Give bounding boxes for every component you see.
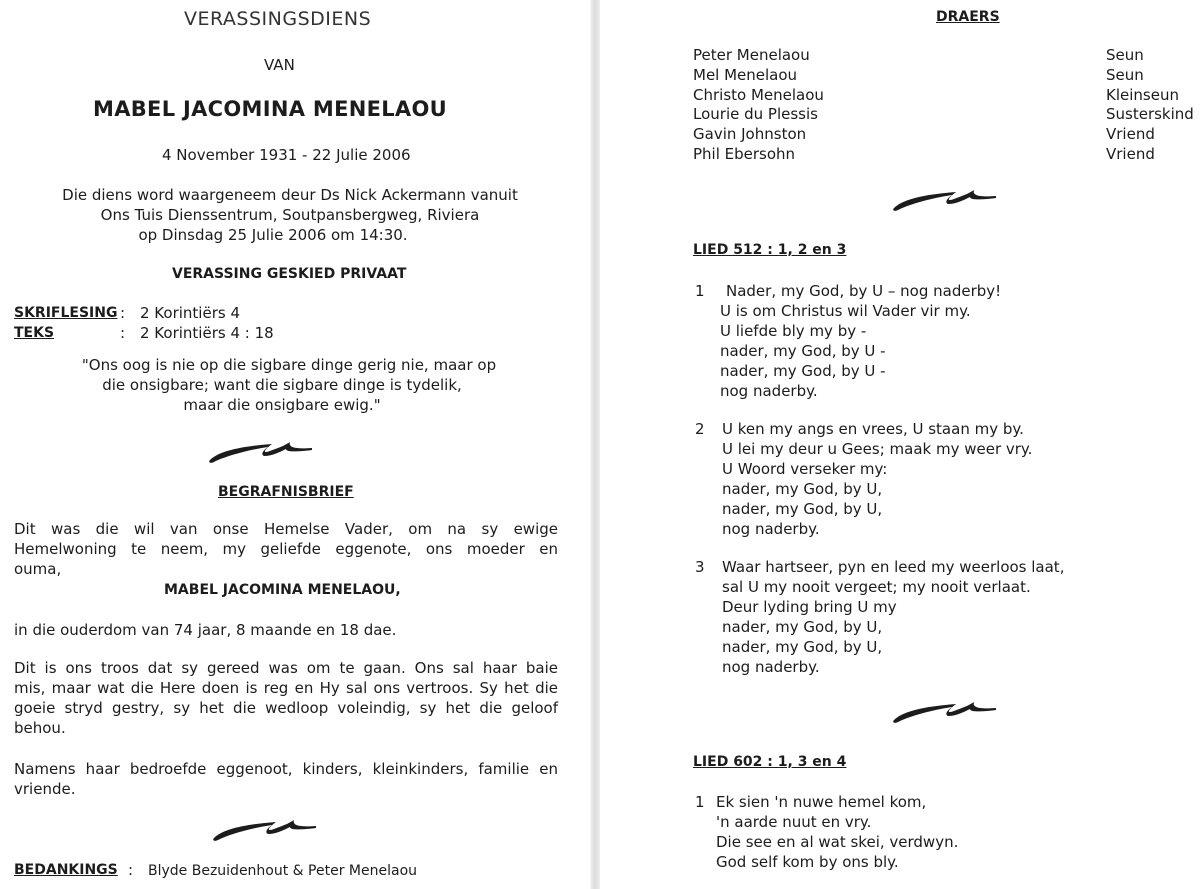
right-page [600, 0, 1200, 889]
verse-line: Waar hartseer, pyn en leed my weerloos laat, [722, 558, 1065, 576]
letter-line: mis, maar wat die Here doen is reg en Hy sal ons vertroos. Sy het die [14, 679, 558, 697]
verse-line: U Woord verseker my: [722, 460, 888, 478]
bearer-name: Christo Menelaou [693, 86, 824, 104]
letter-line: ouma, [14, 560, 62, 578]
letter-line: behou. [14, 719, 66, 737]
verse-number: 2 [695, 420, 705, 438]
swoosh-ornament-icon [206, 432, 316, 468]
verse-number: 3 [695, 558, 705, 576]
quote-line: maar die onsigbare ewig." [183, 396, 381, 414]
letter-line: Dit was die wil van onse Hemelse Vader, om na sy ewige [14, 520, 558, 538]
service-line: op Dinsdag 25 Julie 2006 om 14:30. [138, 226, 408, 244]
reading-value: 2 Korintiërs 4 [140, 304, 240, 322]
verse-line: nader, my God, by U, [722, 618, 883, 636]
verse-line: nader, my God, by U - [720, 342, 886, 360]
verse-line: nader, my God, by U, [722, 500, 883, 518]
swoosh-ornament-icon [210, 810, 320, 846]
verse-line: Nader, my God, by U – nog naderby! [726, 282, 1002, 300]
letter-line: vriende. [14, 780, 76, 798]
bearer-name: Phil Ebersohn [693, 145, 796, 163]
bearer-relation: Seun [1106, 46, 1144, 64]
verse-line: U lei my deur u Gees; maak my weer vry. [722, 440, 1033, 458]
quote-line: die onsigbare; want die sigbare dinge is tydelik, [102, 376, 462, 394]
text-separator: : [120, 324, 126, 342]
service-heading: VERASSINGSDIENS [184, 8, 372, 30]
bearer-relation: Vriend [1106, 145, 1155, 163]
service-line: Ons Tuis Dienssentrum, Soutpansbergweg, Riviera [100, 206, 480, 224]
letter-line: Dit is ons troos dat sy gereed was om te gaan. Ons sal haar baie [14, 659, 558, 677]
verse-line: U is om Christus wil Vader vir my. [720, 302, 971, 320]
bearer-relation: Vriend [1106, 125, 1155, 143]
bearer-name: Mel Menelaou [693, 66, 798, 84]
letter-line: Hemelwoning te neem, my geliefde eggenote, ons moeder en [14, 540, 558, 558]
bearers-heading: DRAERS [936, 9, 1000, 25]
letter-name: MABEL JACOMINA MENELAOU, [164, 582, 401, 598]
bearer-name: Gavin Johnston [693, 125, 807, 143]
text-value: 2 Korintiërs 4 : 18 [140, 324, 274, 342]
thanks-label: BEDANKINGS [14, 862, 118, 878]
deceased-name: MABEL JACOMINA MENELAOU [93, 97, 447, 121]
verse-line: nog naderby. [720, 382, 818, 400]
reading-separator: : [120, 304, 126, 322]
reading-label: SKRIFLESING [14, 305, 118, 321]
letter-heading: BEGRAFNISBRIEF [218, 484, 354, 500]
swoosh-ornament-icon [890, 180, 1000, 216]
bearer-relation: Kleinseun [1106, 86, 1179, 104]
van-text: VAN [264, 56, 295, 74]
bearer-relation: Susterskind [1106, 105, 1194, 123]
page-fold [590, 0, 600, 889]
verse-number: 1 [695, 793, 705, 811]
bearer-name: Lourie du Plessis [693, 105, 818, 123]
thanks-value: Blyde Bezuidenhout & Peter Menelaou [148, 863, 418, 879]
verse-number: 1 [695, 282, 705, 300]
verse-line: nader, my God, by U, [722, 480, 883, 498]
verse-line: nader, my God, by U, [722, 638, 883, 656]
bearer-name: Peter Menelaou [693, 46, 810, 64]
letter-age: in die ouderdom van 74 jaar, 8 maande en 18 dae. [14, 621, 397, 639]
cremation-note: VERASSING GESKIED PRIVAAT [172, 266, 407, 282]
verse-line: nader, my God, by U - [720, 362, 886, 380]
verse-line: 'n aarde nuut en vry. [716, 813, 872, 831]
verse-line: God self kom by ons bly. [716, 853, 899, 871]
thanks-separator: : [128, 861, 134, 879]
quote-line: "Ons oog is nie op die sigbare dinge gerig nie, maar op [81, 356, 497, 374]
letter-line: goeie stryd gestry, sy het die wedloop voleindig, sy het die geloof [14, 699, 558, 717]
letter-line: Namens haar bedroefde eggenoot, kinders, kleinkinders, familie en [14, 760, 558, 778]
text-label: TEKS [14, 325, 55, 341]
verse-line: Deur lyding bring U my [722, 598, 897, 616]
life-dates: 4 November 1931 - 22 Julie 2006 [162, 146, 411, 164]
hymn1-heading: LIED 512 : 1, 2 en 3 [693, 242, 847, 258]
left-page [0, 0, 590, 889]
verse-line: Die see en al wat skei, verdwyn. [716, 833, 959, 851]
verse-line: sal U my nooit vergeet; my nooit verlaat. [722, 578, 1031, 596]
verse-line: U ken my angs en vrees, U staan my by. [722, 420, 1024, 438]
verse-line: Ek sien 'n nuwe hemel kom, [716, 793, 927, 811]
swoosh-ornament-icon [890, 692, 1000, 728]
hymn2-heading: LIED 602 : 1, 3 en 4 [693, 754, 847, 770]
verse-line: nog naderby. [722, 658, 820, 676]
verse-line: U liefde bly my by - [720, 322, 867, 340]
bearer-relation: Seun [1106, 66, 1144, 84]
verse-line: nog naderby. [722, 520, 820, 538]
service-line: Die diens word waargeneem deur Ds Nick Ackermann vanuit [62, 186, 518, 204]
